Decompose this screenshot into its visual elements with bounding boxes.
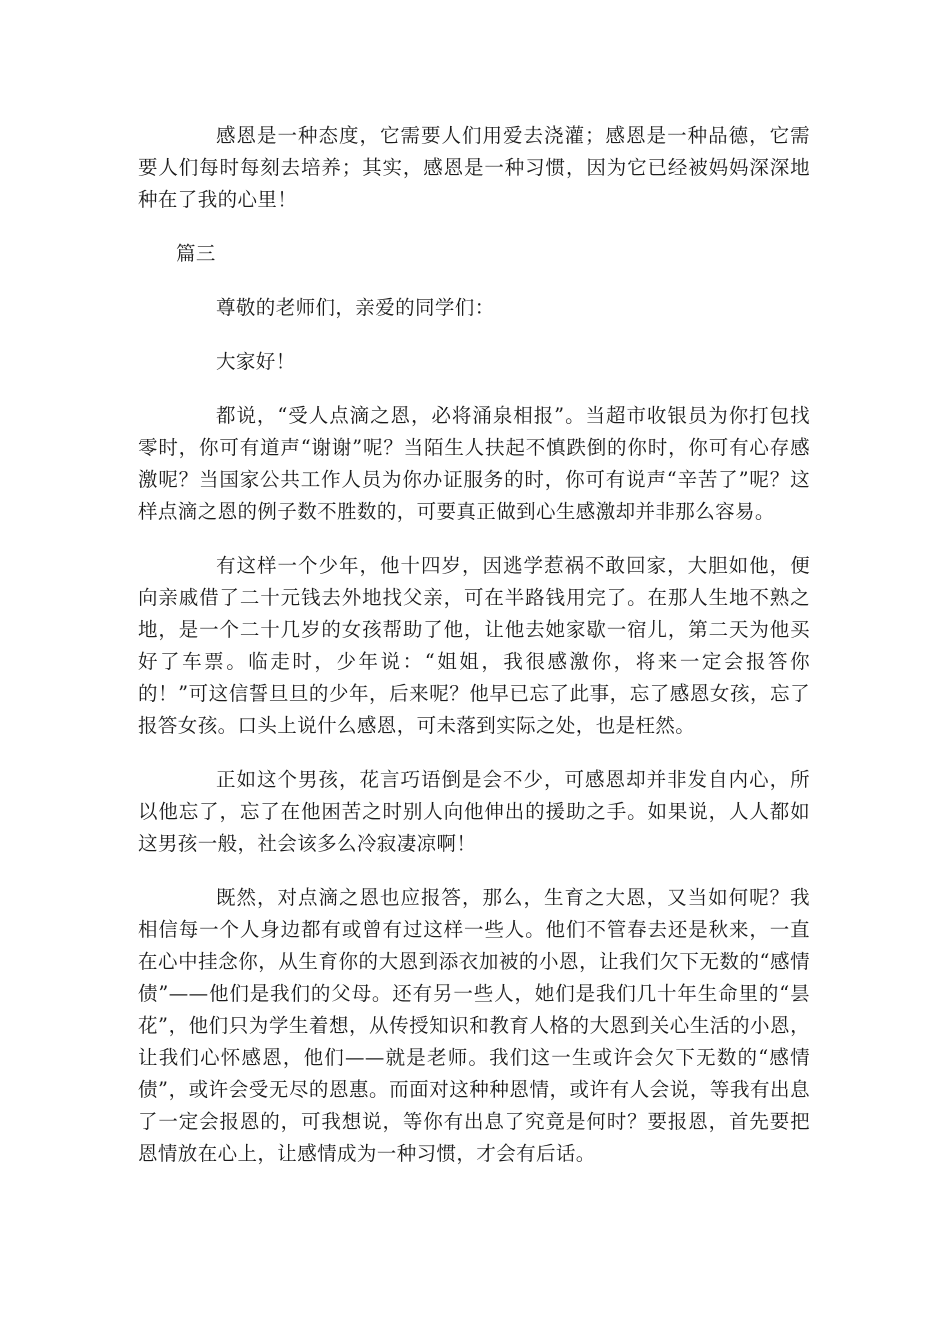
document-page [138, 120, 810, 1192]
paragraph-boy-forgot: 正如这个男孩，花言巧语倒是会不少，可感恩却并非发自内心，所以他忘了，忘了在他困苦之时别人向他伸出的援助之手。如果说，人人都如这男孩一般，社会该多么冷寂凄凉啊！ [138, 768, 810, 855]
paragraph-small-kindness: 都说，“受人点滴之恩，必将涌泉相报”。当超市收银员为你打包找零时，你可有道声“谢谢”呢？当陌生人扶起不慎跌倒的你时，你可有心存感激呢？当国家公共工作人员为你办证服务的时，你可有说声“辛苦了”呢？这样点滴之恩的例子数不胜数的，可要真正做到心生感激却并非那么容易。 [138, 404, 810, 523]
hello-line: 大家好！ [216, 350, 296, 373]
paragraph-gratitude-habit: 感恩是一种态度，它需要人们用爱去浇灌；感恩是一种品德，它需要人们每时每刻去培养；其实，感恩是一种习惯，因为它已经被妈妈深深地种在了我的心里！ [138, 124, 810, 211]
paragraph-boy-story: 有这样一个少年，他十四岁，因逃学惹祸不敢回家，大胆如他，便向亲戚借了二十元钱去外地找父亲，可在半路钱用完了。在那人生地不熟之地，是一个二十几岁的女孩帮助了他，让他去她家歇一宿儿，第二天为他买好了车票。临走时，少年说：“姐姐，我很感激你，将来一定会报答你的！”可这信誓旦旦的少年，后来呢？他早已忘了此事，忘了感恩女孩，忘了报答女孩。口头上说什么感恩，可未落到实际之处，也是枉然。 [138, 554, 810, 737]
paragraph-parents-teachers: 既然，对点滴之恩也应报答，那么，生育之大恩，又当如何呢？我相信每一个人身边都有或曾有过这样一些人。他们不管春去还是秋来，一直在心中挂念你，从生育你的大恩到添衣加被的小恩，让我们欠下无数的“感情债”——他们是我们的父母。还有另一些人，她们是我们几十年生命里的“昙花”，他们只为学生着想，从传授知识和教育人格的大恩到关心生活的小恩，让我们心怀感恩，他们——就是老师。我们这一生或许会欠下无数的“感情债”，或许会受无尽的恩惠。而面对这种种恩情，或许有人会说，等我有出息了一定会报恩的，可我想说，等你有出息了究竟是何时？要报恩，首先要把恩情放在心上，让感情成为一种习惯，才会有后话。 [138, 886, 810, 1165]
greeting-line: 尊敬的老师们，亲爱的同学们： [216, 296, 495, 319]
section-title: 篇三 [176, 242, 216, 265]
